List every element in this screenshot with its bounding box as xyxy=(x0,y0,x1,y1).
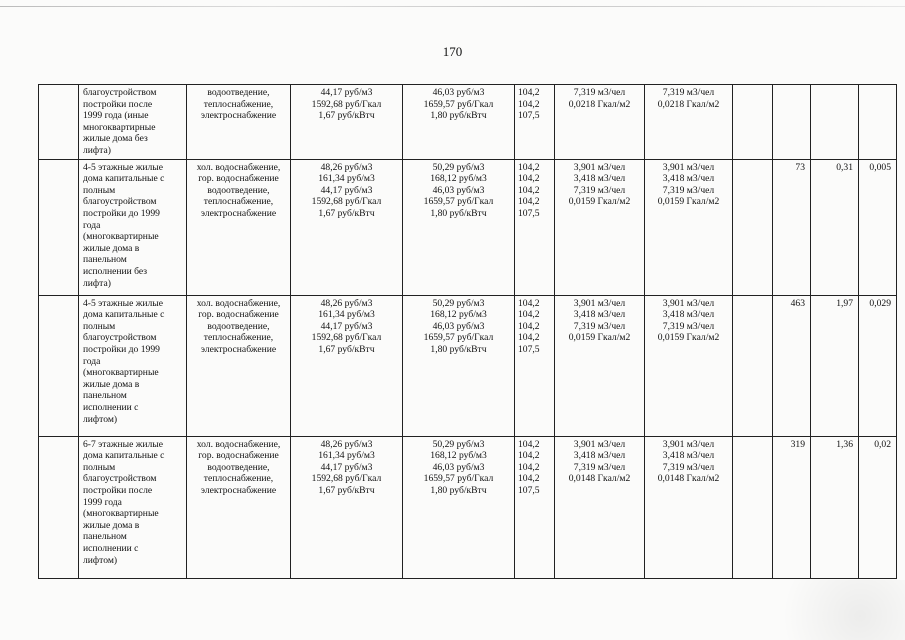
norm-b-cell-line: 7,319 м3/чел xyxy=(662,461,715,473)
tariff-b-cell-line: 50,29 руб/м3 xyxy=(432,297,485,309)
norm-b-cell-line: 7,319 м3/чел xyxy=(662,320,715,332)
norm-a-cell-line: 3,418 м3/чел xyxy=(573,450,626,462)
services-cell-line: электроснабжение xyxy=(200,343,277,355)
tariff-a-cell-line: 48,26 руб/м3 xyxy=(320,438,373,450)
building-type-cell-line: жилые дома без xyxy=(83,133,148,145)
tariff-b-cell-line: 168,12 руб/м3 xyxy=(430,450,487,462)
value-1-cell xyxy=(773,85,811,160)
building-type-cell-line: исполнении без xyxy=(83,265,148,277)
index-cell-line: 107,5 xyxy=(518,110,540,122)
building-type-cell-line: панельном xyxy=(83,390,127,402)
tariff-b-cell-line: 1,80 руб/кВтч xyxy=(430,110,487,122)
building-type-cell-line: исполнении с xyxy=(83,401,139,413)
building-type-cell-line: (многоквартирные xyxy=(83,367,159,379)
tariff-b-cell-line: 1,80 руб/кВтч xyxy=(430,207,487,219)
value-1-cell: 73 xyxy=(773,159,811,295)
building-type-cell-line: благоустройством xyxy=(83,196,157,208)
tariff-b-cell-line: 168,12 руб/м3 xyxy=(430,173,487,185)
index-cell-line: 107,5 xyxy=(518,484,540,496)
index-cell xyxy=(515,85,555,160)
norm-b-cell-line: 3,418 м3/чел xyxy=(662,173,715,185)
index-cell-line: 104,2 xyxy=(518,98,540,110)
building-type-cell-line: панельном xyxy=(83,531,127,543)
tariff-a-cell-line: 1592,68 руб/Гкал xyxy=(311,473,382,485)
index-cell-line: 104,2 xyxy=(518,173,540,185)
empty-cell xyxy=(733,436,773,578)
norm-b-cell xyxy=(645,159,733,295)
value-3-cell xyxy=(859,85,897,160)
services-cell xyxy=(187,85,291,160)
index-cell-line: 104,2 xyxy=(518,87,540,98)
tariff-a-cell xyxy=(291,159,403,295)
index-cell-line: 104,2 xyxy=(518,461,540,473)
building-type-cell-line: постройки до 1999 xyxy=(83,343,160,355)
tariff-a-cell-line: 1,67 руб/кВтч xyxy=(318,484,375,496)
tariff-b-cell-line: 1659,57 руб/Гкал xyxy=(423,332,494,344)
page-number: 170 xyxy=(442,44,463,59)
building-type-cell xyxy=(79,436,187,578)
services-cell-line: электроснабжение xyxy=(200,484,277,496)
table-row xyxy=(39,159,897,295)
norm-b-cell-line: 0,0148 Гкал/м2 xyxy=(657,473,720,485)
index-cell-line: 104,2 xyxy=(518,196,540,208)
norm-a-cell-line: 3,901 м3/чел xyxy=(573,161,626,173)
tariff-b-cell-line: 46,03 руб/м3 xyxy=(432,320,485,332)
row-number-cell xyxy=(39,295,79,436)
tariff-b-cell-line: 50,29 руб/м3 xyxy=(432,161,485,173)
tariff-b-cell xyxy=(403,295,515,436)
index-cell-line: 107,5 xyxy=(518,207,540,219)
building-type-cell xyxy=(79,159,187,295)
tariff-a-cell-line: 1,67 руб/кВтч xyxy=(318,207,375,219)
norm-a-cell-line: 3,418 м3/чел xyxy=(573,173,626,185)
building-type-cell-line: 1999 года (иные xyxy=(83,110,149,122)
norm-b-cell-line: 3,901 м3/чел xyxy=(662,438,715,450)
services-cell-line: хол. водоснабжение, xyxy=(196,438,281,450)
building-type-cell-line: благоустройством xyxy=(83,87,157,98)
value-1-cell: 319 xyxy=(773,436,811,578)
value-3-cell: 0,005 xyxy=(859,159,897,295)
empty-cell xyxy=(733,159,773,295)
services-cell-line: хол. водоснабжение, xyxy=(196,161,281,173)
tariff-a-cell-line: 44,17 руб/м3 xyxy=(320,461,373,473)
building-type-cell-line: жилые дома в xyxy=(83,519,140,531)
norm-a-cell xyxy=(555,436,645,578)
tariff-a-cell-line: 44,17 руб/м3 xyxy=(320,320,373,332)
building-type-cell-line: дома капитальные с xyxy=(83,173,165,185)
index-cell xyxy=(515,159,555,295)
building-type-cell-line: жилые дома в xyxy=(83,378,140,390)
tariff-a-cell-line: 1592,68 руб/Гкал xyxy=(311,196,382,208)
services-cell-line: теплоснабжение, xyxy=(203,473,274,485)
services-cell-line: теплоснабжение, xyxy=(203,196,274,208)
services-cell-line: водоотведение, xyxy=(207,184,270,196)
tariff-a-cell xyxy=(291,436,403,578)
building-type-cell-line: (многоквартирные xyxy=(83,231,159,243)
scan-edge xyxy=(0,6,905,7)
building-type-cell-line: года xyxy=(83,219,101,231)
tariff-b-cell-line: 50,29 руб/м3 xyxy=(432,438,485,450)
row-number-cell xyxy=(39,159,79,295)
index-cell-line: 104,2 xyxy=(518,161,540,173)
building-type-cell xyxy=(79,295,187,436)
building-type-cell-line: исполнении с xyxy=(83,542,139,554)
services-cell-line: теплоснабжение, xyxy=(203,332,274,344)
index-cell xyxy=(515,295,555,436)
index-cell-line: 104,2 xyxy=(518,184,540,196)
tariff-a-cell xyxy=(291,295,403,436)
tariff-table xyxy=(38,84,897,579)
value-2-cell xyxy=(811,85,859,160)
tariff-a-cell-line: 1592,68 руб/Гкал xyxy=(311,98,382,110)
building-type-cell-line: благоустройством xyxy=(83,332,157,344)
norm-b-cell-line: 3,901 м3/чел xyxy=(662,297,715,309)
tariff-a-cell-line: 161,34 руб/м3 xyxy=(318,173,375,185)
index-cell-line: 104,2 xyxy=(518,450,540,462)
building-type-cell-line: дома капитальные с xyxy=(83,450,165,462)
building-type-cell-line: лифта) xyxy=(83,144,111,156)
value-2-cell: 0,31 xyxy=(811,159,859,295)
building-type-cell-line: лифтом) xyxy=(83,413,118,425)
norm-a-cell xyxy=(555,85,645,160)
services-cell xyxy=(187,436,291,578)
building-type-cell-line: постройки после xyxy=(83,98,153,110)
tariff-b-cell-line: 1,80 руб/кВтч xyxy=(430,343,487,355)
building-type-cell-line: панельном xyxy=(83,254,127,266)
services-cell-line: гор. водоснабжение xyxy=(198,309,279,321)
tariff-a-cell-line: 1,67 руб/кВтч xyxy=(318,110,375,122)
tariff-a-cell xyxy=(291,85,403,160)
norm-b-cell-line: 7,319 м3/чел xyxy=(662,87,715,98)
value-3-cell: 0,02 xyxy=(859,436,897,578)
tariff-b-cell-line: 46,03 руб/м3 xyxy=(432,461,485,473)
tariff-b-cell-line: 1,80 руб/кВтч xyxy=(430,484,487,496)
tariff-b-cell-line: 1659,57 руб/Гкал xyxy=(423,473,494,485)
tariff-a-cell-line: 44,17 руб/м3 xyxy=(320,184,373,196)
building-type-cell-line: дома капитальные с xyxy=(83,309,165,321)
building-type-cell-line: лифтом) xyxy=(83,554,118,566)
norm-a-cell-line: 7,319 м3/чел xyxy=(573,461,626,473)
building-type-cell-line: года xyxy=(83,355,101,367)
services-cell-line: теплоснабжение, xyxy=(203,98,274,110)
value-2-cell: 1,97 xyxy=(811,295,859,436)
norm-b-cell-line: 7,319 м3/чел xyxy=(662,184,715,196)
norm-a-cell-line: 7,319 м3/чел xyxy=(573,184,626,196)
norm-a-cell xyxy=(555,159,645,295)
tariff-a-cell-line: 1,67 руб/кВтч xyxy=(318,343,375,355)
tariff-b-cell-line: 46,03 руб/м3 xyxy=(432,184,485,196)
table-row xyxy=(39,295,897,436)
table-row xyxy=(39,436,897,578)
tariff-b-cell-line: 46,03 руб/м3 xyxy=(432,87,485,98)
index-cell-line: 104,2 xyxy=(518,297,540,309)
norm-b-cell-line: 3,901 м3/чел xyxy=(662,161,715,173)
services-cell xyxy=(187,295,291,436)
tariff-b-cell-line: 168,12 руб/м3 xyxy=(430,309,487,321)
value-3-cell: 0,029 xyxy=(859,295,897,436)
tariff-a-cell-line: 44,17 руб/м3 xyxy=(320,87,373,98)
table-body xyxy=(39,85,897,579)
building-type-cell-line: многоквартирные xyxy=(83,121,156,133)
tariff-b-cell xyxy=(403,436,515,578)
index-cell-line: 104,2 xyxy=(518,309,540,321)
building-type-cell-line: постройки до 1999 xyxy=(83,207,160,219)
tariff-a-cell-line: 1592,68 руб/Гкал xyxy=(311,332,382,344)
building-type-cell xyxy=(79,85,187,160)
norm-b-cell xyxy=(645,295,733,436)
building-type-cell-line: полным xyxy=(83,461,116,473)
norm-a-cell xyxy=(555,295,645,436)
norm-b-cell-line: 0,0159 Гкал/м2 xyxy=(657,332,720,344)
norm-a-cell-line: 0,0159 Гкал/м2 xyxy=(568,332,631,344)
building-type-cell-line: полным xyxy=(83,184,116,196)
norm-a-cell-line: 0,0159 Гкал/м2 xyxy=(568,196,631,208)
tariff-a-cell-line: 48,26 руб/м3 xyxy=(320,161,373,173)
index-cell-line: 104,2 xyxy=(518,332,540,344)
norm-b-cell-line: 3,418 м3/чел xyxy=(662,450,715,462)
norm-a-cell-line: 3,901 м3/чел xyxy=(573,297,626,309)
tariff-a-cell-line: 48,26 руб/м3 xyxy=(320,297,373,309)
table-row xyxy=(39,85,897,160)
norm-a-cell-line: 3,418 м3/чел xyxy=(573,309,626,321)
services-cell-line: водоотведение, xyxy=(207,461,270,473)
norm-b-cell-line: 0,0218 Гкал/м2 xyxy=(657,98,720,110)
index-cell-line: 104,2 xyxy=(518,320,540,332)
value-2-cell: 1,36 xyxy=(811,436,859,578)
building-type-cell-line: 6-7 этажные жилые xyxy=(83,438,163,450)
norm-b-cell xyxy=(645,436,733,578)
norm-b-cell-line: 0,0159 Гкал/м2 xyxy=(657,196,720,208)
building-type-cell-line: постройки после xyxy=(83,484,153,496)
row-number-cell xyxy=(39,436,79,578)
tariff-b-cell xyxy=(403,85,515,160)
services-cell-line: хол. водоснабжение, xyxy=(196,297,281,309)
norm-a-cell-line: 0,0218 Гкал/м2 xyxy=(568,98,631,110)
tariff-a-cell-line: 161,34 руб/м3 xyxy=(318,309,375,321)
row-number-cell xyxy=(39,85,79,160)
norm-b-cell-line: 3,418 м3/чел xyxy=(662,309,715,321)
services-cell-line: водоотведение, xyxy=(207,320,270,332)
norm-b-cell xyxy=(645,85,733,160)
index-cell-line: 104,2 xyxy=(518,473,540,485)
services-cell-line: гор. водоснабжение xyxy=(198,173,279,185)
tariff-b-cell-line: 1659,57 руб/Гкал xyxy=(423,196,494,208)
building-type-cell-line: полным xyxy=(83,320,116,332)
index-cell-line: 107,5 xyxy=(518,343,540,355)
building-type-cell-line: 4-5 этажные жилые xyxy=(83,161,163,173)
scan-noise xyxy=(755,580,905,640)
empty-cell xyxy=(733,85,773,160)
index-cell-line: 104,2 xyxy=(518,438,540,450)
norm-a-cell-line: 7,319 м3/чел xyxy=(573,87,626,98)
services-cell xyxy=(187,159,291,295)
norm-a-cell-line: 7,319 м3/чел xyxy=(573,320,626,332)
norm-a-cell-line: 3,901 м3/чел xyxy=(573,438,626,450)
index-cell xyxy=(515,436,555,578)
services-cell-line: электроснабжение xyxy=(200,110,277,122)
tariff-a-cell-line: 161,34 руб/м3 xyxy=(318,450,375,462)
tariff-b-cell-line: 1659,57 руб/Гкал xyxy=(423,98,494,110)
building-type-cell-line: благоустройством xyxy=(83,473,157,485)
building-type-cell-line: жилые дома в xyxy=(83,242,140,254)
services-cell-line: электроснабжение xyxy=(200,207,277,219)
value-1-cell: 463 xyxy=(773,295,811,436)
norm-a-cell-line: 0,0148 Гкал/м2 xyxy=(568,473,631,485)
services-cell-line: гор. водоснабжение xyxy=(198,450,279,462)
building-type-cell-line: лифта) xyxy=(83,277,111,289)
tariff-b-cell xyxy=(403,159,515,295)
building-type-cell-line: 1999 года xyxy=(83,496,122,508)
building-type-cell-line: 4-5 этажные жилые xyxy=(83,297,163,309)
services-cell-line: водоотведение, xyxy=(207,87,270,98)
building-type-cell-line: (многоквартирные xyxy=(83,508,159,520)
empty-cell xyxy=(733,295,773,436)
